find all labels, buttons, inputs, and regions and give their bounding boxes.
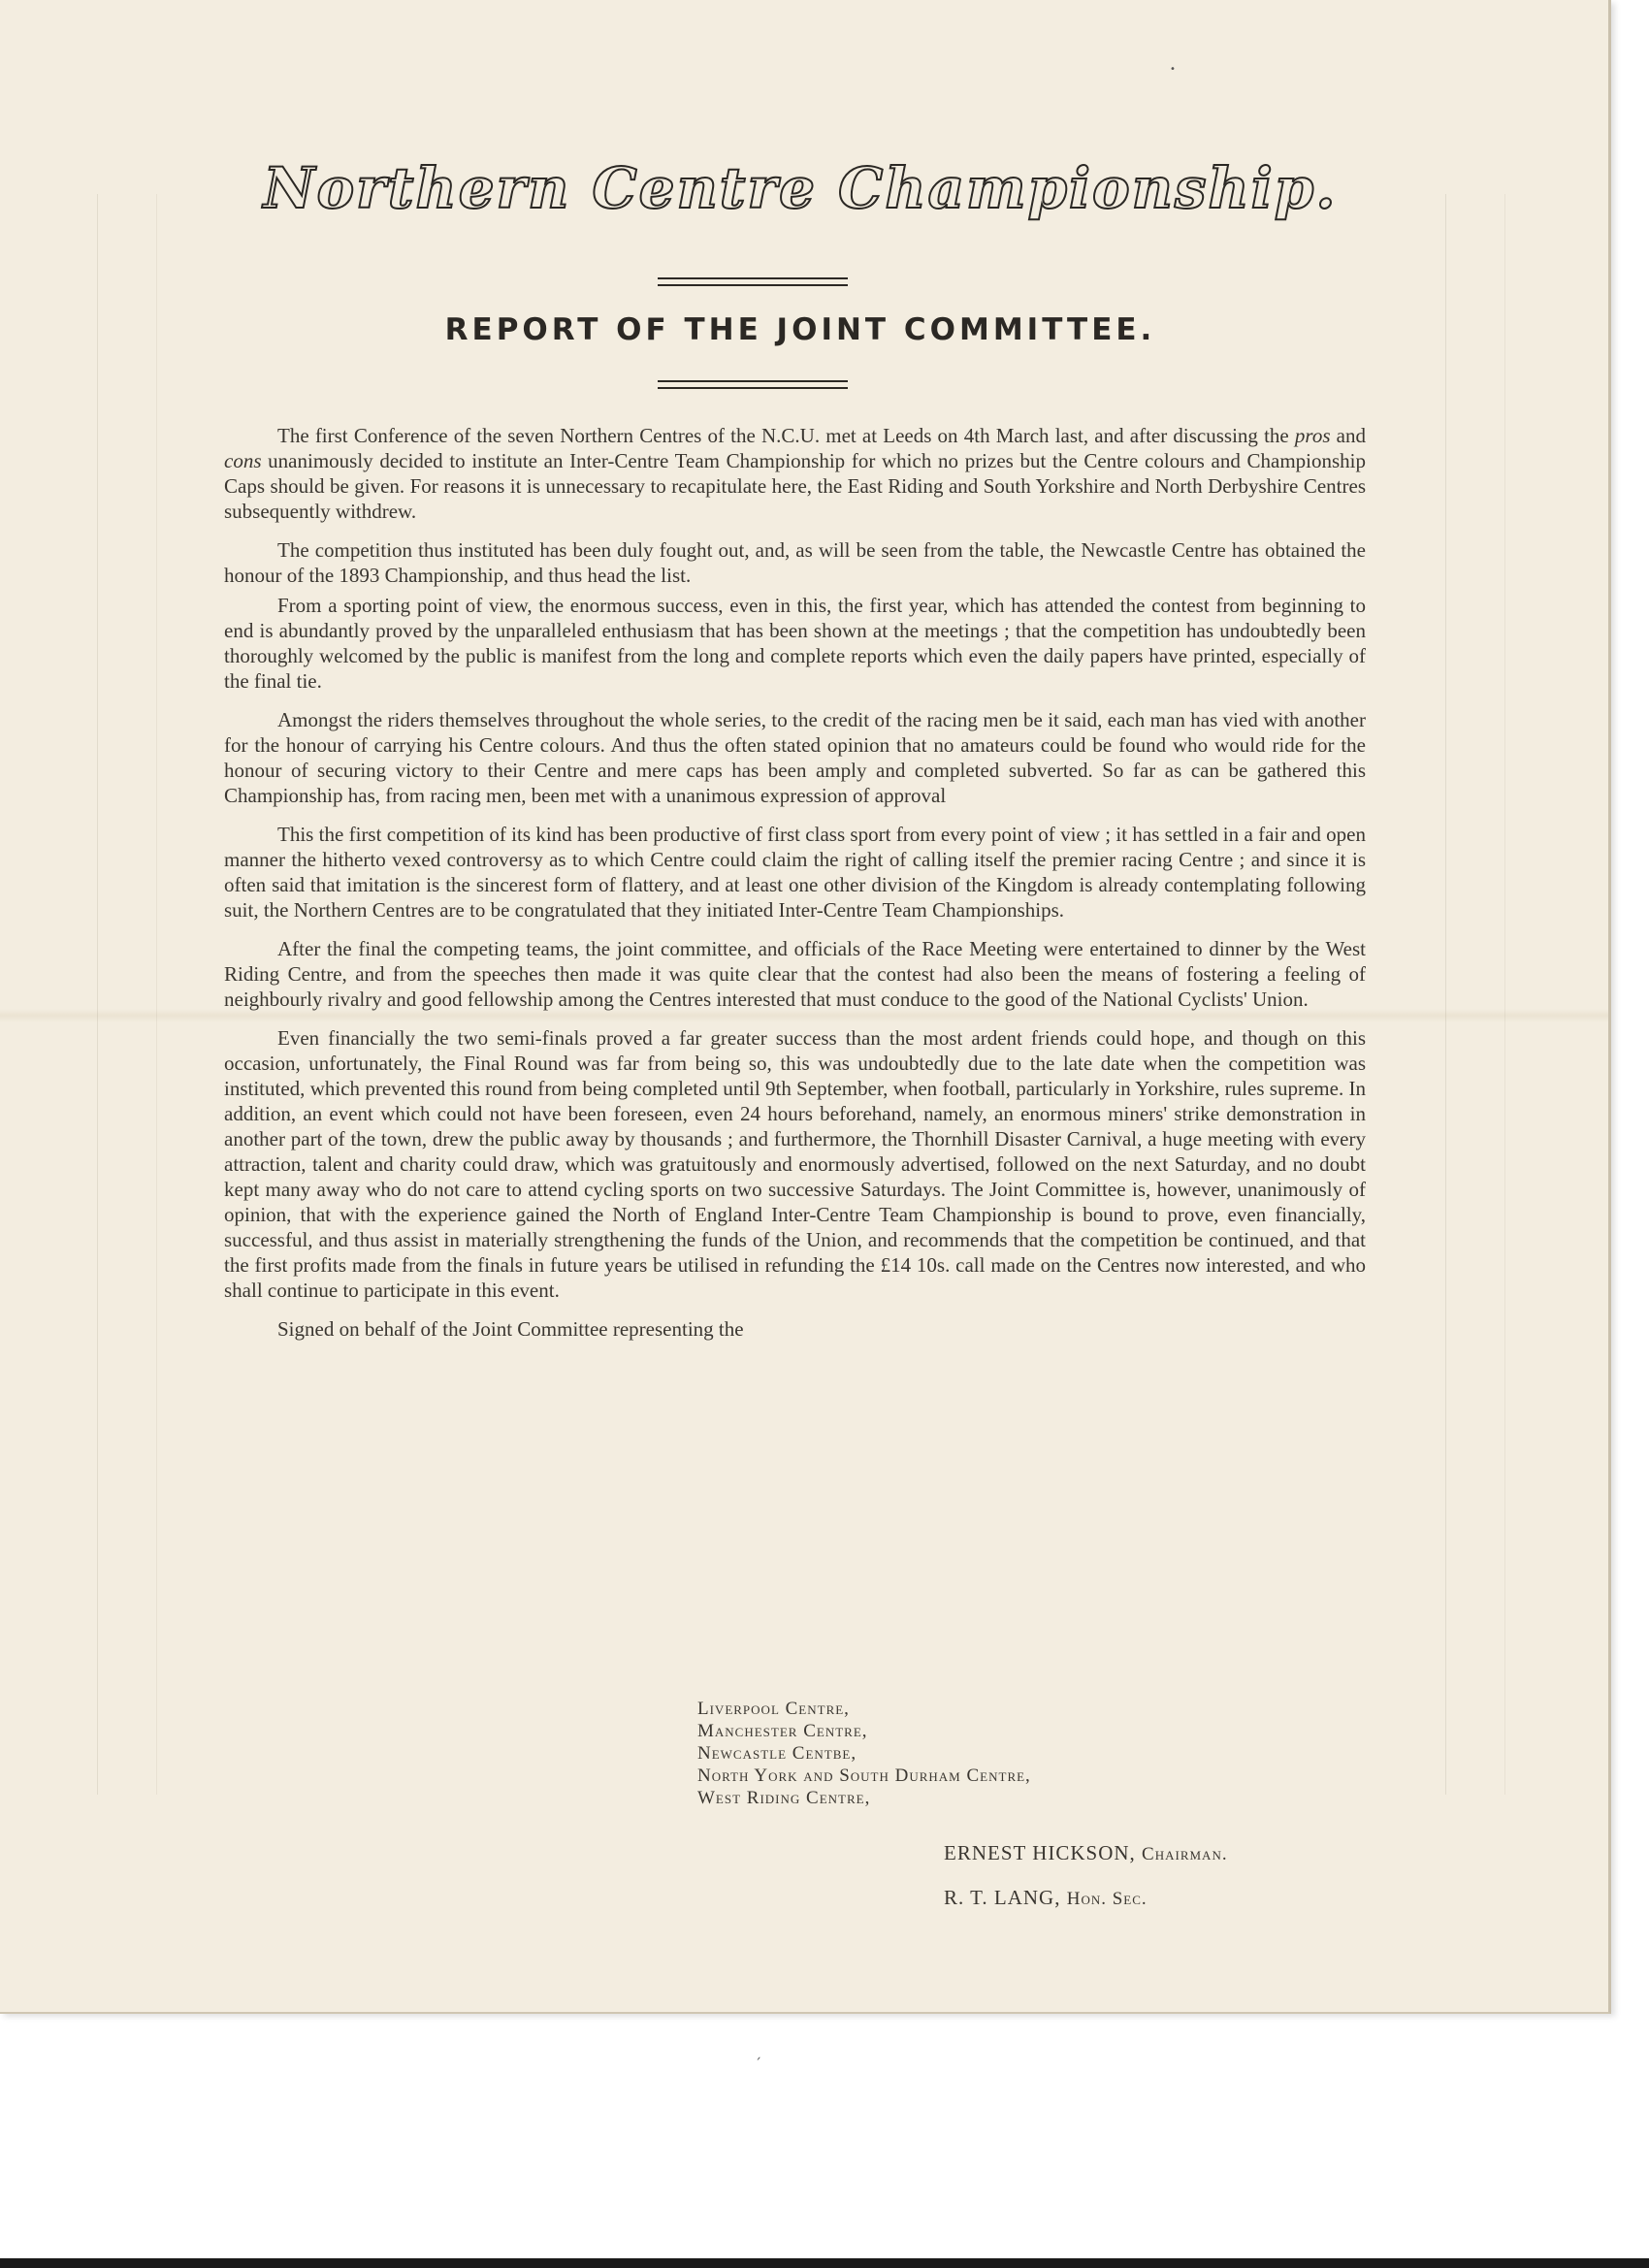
paragraph-1: The first Conference of the seven Northern Centres of the N.C.U. met at Leeds on 4th March last, and after discussing the pros and cons unanimously decided to institute an Inter-Centre Team Championship for which no prizes but the Centre colours and Championship Caps should be given. For reasons it is unnecessary to recapitulate here, the East Riding and South Yorkshire and North Derbyshire Centres subsequently withdrew. bbox=[224, 424, 1366, 523]
paper-speck: ˏ bbox=[755, 2045, 761, 2060]
scanner-edge bbox=[0, 2258, 1649, 2268]
page-title: Northern Centre Championship. bbox=[263, 155, 1338, 221]
paragraph-5: This the first competition of its kind has been productive of first class sport from every point of view ; it has settled in a fair and open manner the hitherto vexed controversy as to which Centre could claim the right of calling itself the premier racing Centre ; and since it is often said that imitation is the sincerest form of flattery, and at least one other division of the Kingdom is already contemplating following suit, the Northern Centres are to be congratulated that they initiated Inter-Centre Team Championships. bbox=[224, 823, 1366, 922]
show-through-column-left bbox=[97, 194, 157, 1795]
report-body bbox=[224, 423, 1366, 1355]
centres-list bbox=[697, 1698, 1031, 1809]
centre-item: North York and South Durham Centre, bbox=[697, 1766, 1031, 1786]
centre-item: Newcastle Centbe, bbox=[697, 1743, 857, 1764]
report-subtitle: REPORT OF THE JOINT COMMITTEE. bbox=[444, 312, 1156, 347]
paragraph-2: The competition thus instituted has been duly fought out, and, as will be seen from the table, the Newcastle Centre has obtained the honour of the 1893 Championship, and thus head the list. bbox=[224, 538, 1366, 587]
subtitle-rule-2 bbox=[658, 387, 848, 389]
paragraph-6: After the final the competing teams, the joint committee, and officials of the Race Meeting were entertained to dinner by the West Riding Centre, and from the speeches then made it was quite clear that the contest had also been the means of fostering a feeling of neighbourly rivalry and good fellowship among the Centres interested that must conduce to the good of the National Cyclists' Union. bbox=[224, 937, 1366, 1011]
chairman-signature bbox=[944, 1841, 1228, 1865]
paper-speck: • bbox=[1170, 64, 1176, 75]
chairman-name: ERNEST HICKSON, bbox=[944, 1841, 1136, 1864]
paragraph-4: Amongst the riders themselves throughout the whole series, to the credit of the racing men be it said, each man has vied with another for the honour of carrying his Centre colours. And thus the often stated opinion that no amateurs could be found who would ride for the honour of securing victory to their Centre and mere caps has been amply and completed subverted. So far as can be gathered this Championship has, from racing men, been met with a unanimous expression of approval bbox=[224, 708, 1366, 807]
centre-item: Liverpool Centre, bbox=[697, 1699, 850, 1719]
cons-italic: cons bbox=[224, 449, 262, 472]
centre-item: Manchester Centre, bbox=[697, 1721, 868, 1741]
title-rule-top-1 bbox=[658, 277, 848, 279]
subtitle-rule-1 bbox=[658, 380, 848, 382]
secretary-role: Hon. Sec. bbox=[1066, 1889, 1148, 1909]
show-through-column-right bbox=[1445, 194, 1505, 1795]
secretary-name: R. T. LANG, bbox=[944, 1886, 1061, 1909]
paragraph-3: From a sporting point of view, the enormous success, even in this, the first year, which has attended the contest from beginning to end is abundantly proved by the unparalleled enthusiasm that has been shown at the meetings ; that the competition has undoubtedly been thoroughly welcomed by the public is manifest from the long and complete reports which even the daily papers have printed, especially of the final tie. bbox=[224, 594, 1366, 693]
paragraph-7: Even financially the two semi-finals proved a far greater success than the most ardent friends could hope, and though on this occasion, unfortunately, the Final Round was far from being so, this was undoubtedly due to the late date when the competition was instituted, which prevented this round from being completed until 9th September, when football, particularly in Yorkshire, rules supreme. In addition, an event which could not have been foreseen, even 24 hours beforehand, namely, an enormous miners' strike demonstration in another part of the town, drew the public away by thousands ; and furthermore, the Thornhill Disaster Carnival, a huge meeting with every attraction, talent and charity could draw, which was gratuitously and enormously advertised, followed on the next Saturday, and no doubt kept many away who do not care to attend cycling sports on two successive Saturdays. The Joint Committee is, however, unanimously of opinion, that with the experience gained the North of England Inter-Centre Team Championship is bound to prove, even financially, successful, and thus assist in materially strengthening the funds of the Union, and recommends that the competition be continued, and that the first profits made from the finals in future years be utilised in refunding the £14 10s. call made on the Centres now interested, and who shall continue to participate in this event. bbox=[224, 1026, 1366, 1302]
secretary-signature bbox=[944, 1886, 1148, 1910]
centre-item: West Riding Centre, bbox=[697, 1788, 871, 1808]
title-rule-top-2 bbox=[658, 284, 848, 286]
pros-italic: pros bbox=[1294, 424, 1331, 447]
signed-on-behalf-line: Signed on behalf of the Joint Committee representing the bbox=[277, 1317, 744, 1341]
chairman-role: Chairman. bbox=[1142, 1844, 1228, 1864]
